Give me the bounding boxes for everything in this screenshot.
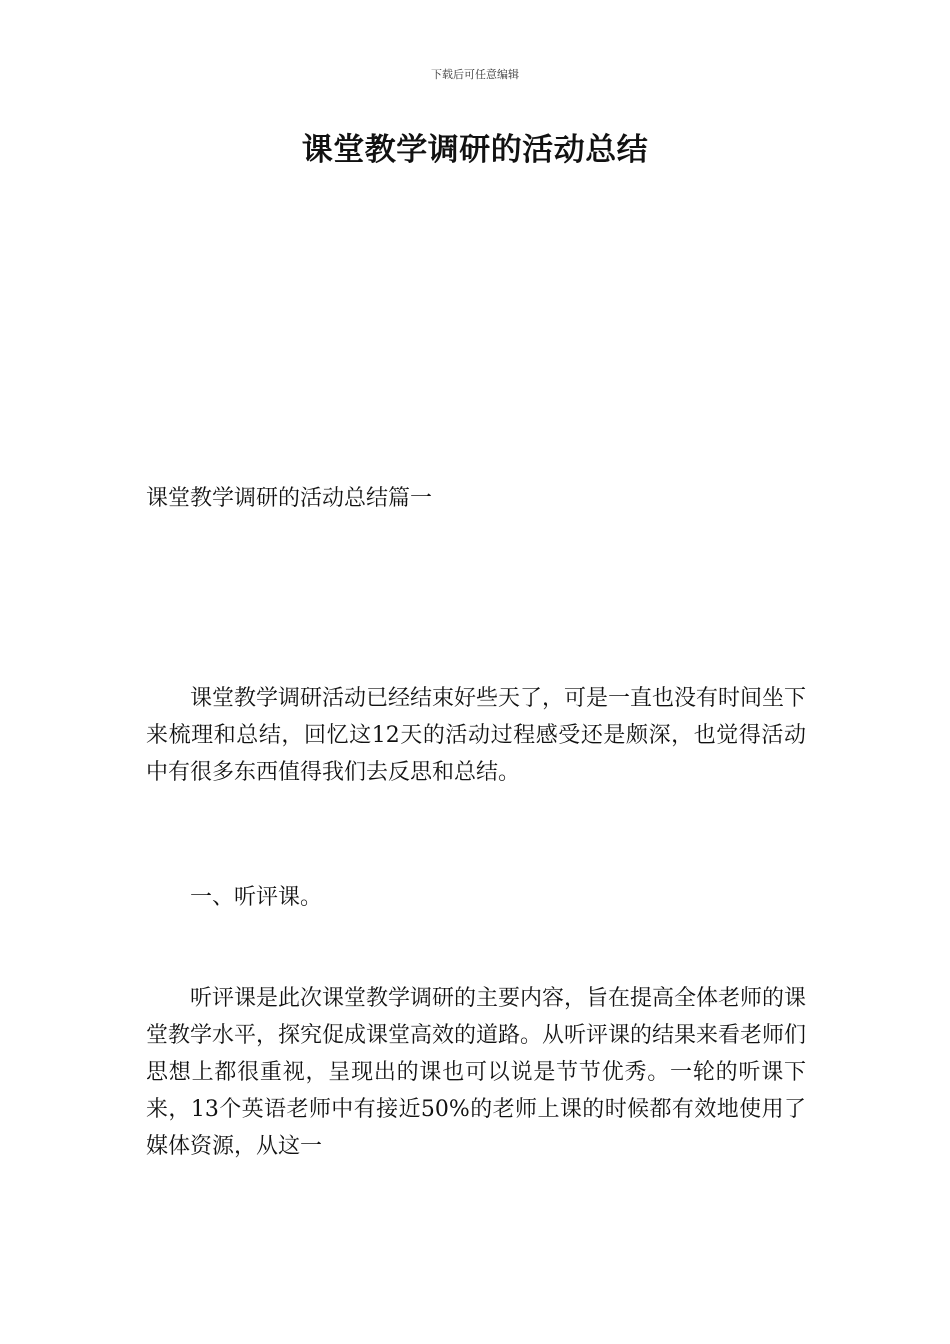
header-note: 下载后可任意编辑 bbox=[431, 68, 519, 81]
document-title: 课堂教学调研的活动总结 bbox=[301, 132, 649, 168]
section-heading: 课堂教学调研的活动总结篇一 bbox=[146, 486, 433, 511]
paragraph-subheading: 一、听评课。 bbox=[190, 885, 323, 910]
paragraph-intro: 课堂教学调研活动已经结束好些天了，可是一直也没有时间坐下来梳理和总结，回忆这12天的活动过程感受还是颇深，也觉得活动中有很多东西值得我们去反思和总结。 bbox=[146, 686, 807, 785]
paragraph-body: 听评课是此次课堂教学调研的主要内容，旨在提高全体老师的课堂教学水平，探究促成课堂高效的道路。从听评课的结果来看老师们思想上都很重视，呈现出的课也可以说是节节优秀。一轮的听课下来，13个英语老师中有接近50%的老师上课的时候都有效地使用了媒体资源，从这一 bbox=[146, 986, 807, 1159]
